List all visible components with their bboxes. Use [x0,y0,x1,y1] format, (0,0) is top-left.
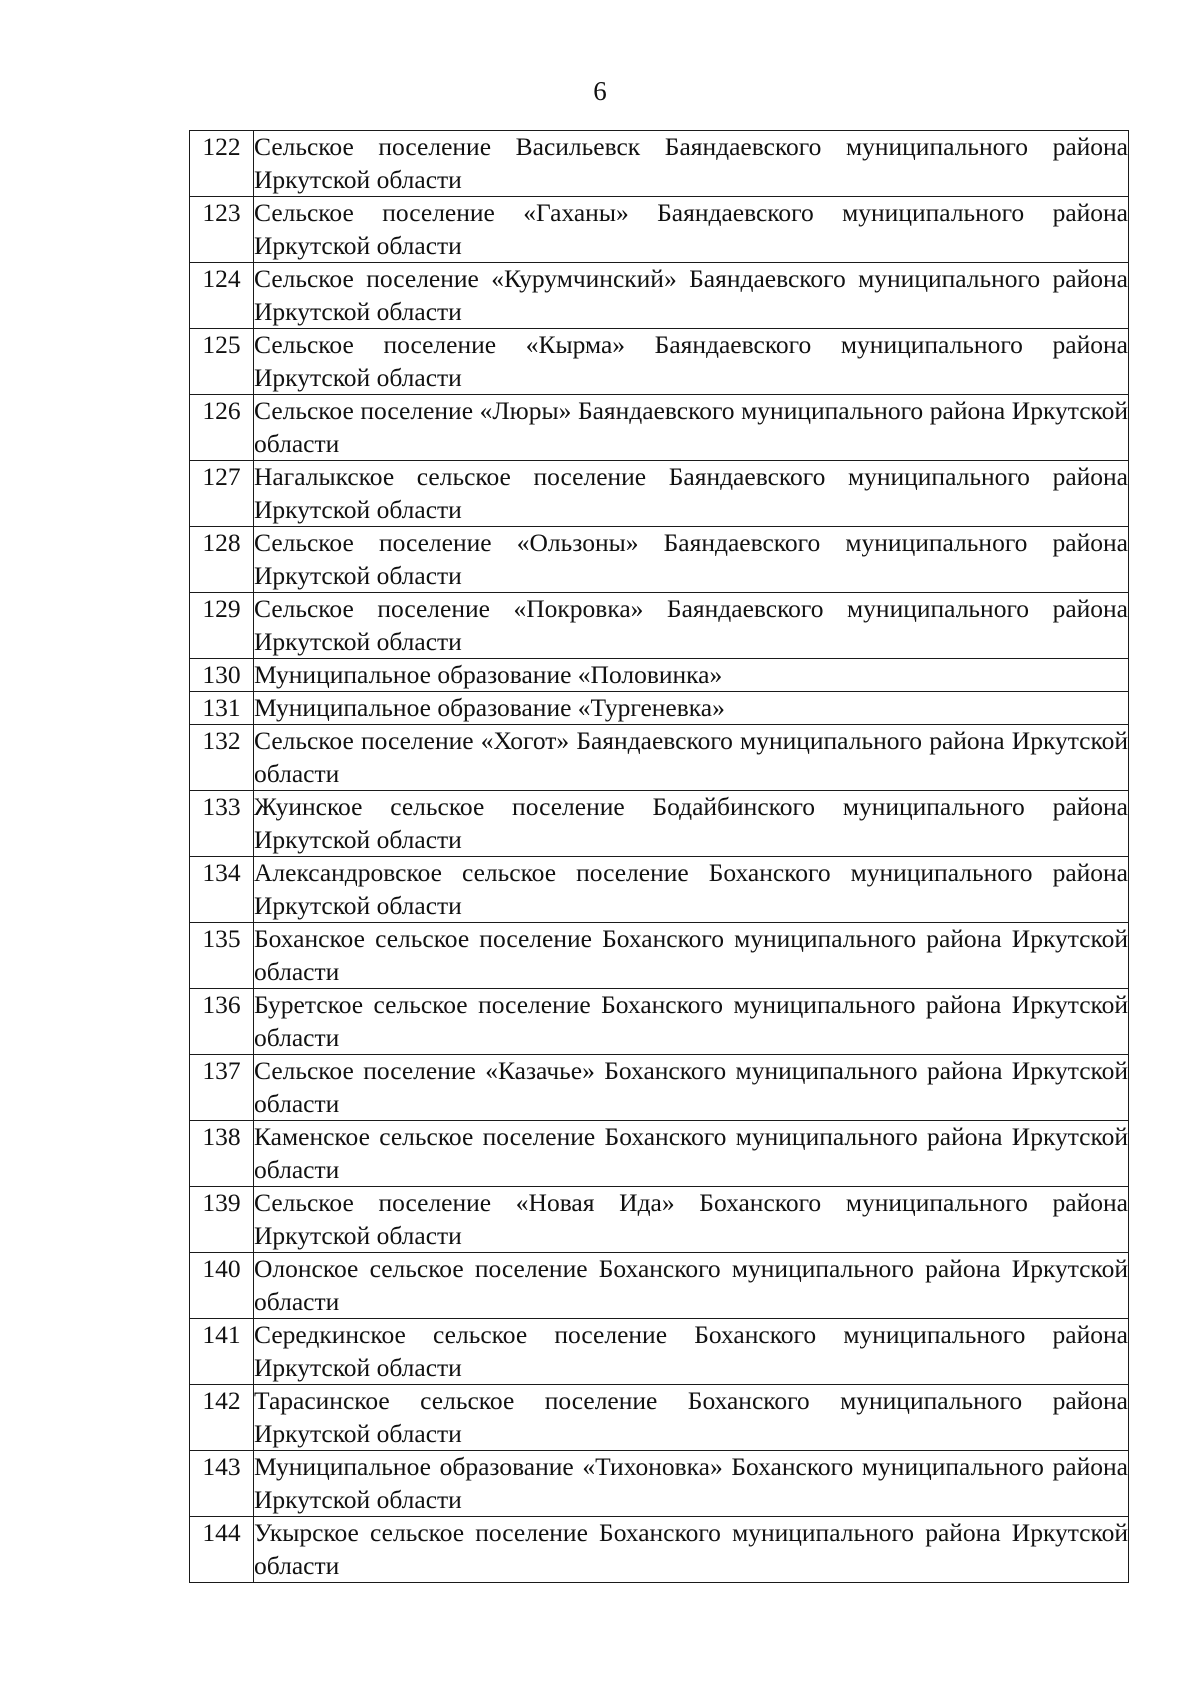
municipality-name: Нагалыкское сельское поселение Баяндаевского муниципального района Иркутской области [254,461,1129,527]
row-number: 129 [190,593,254,659]
table-row [190,593,1129,659]
table-row [190,1319,1129,1385]
table-row [190,527,1129,593]
row-number: 130 [190,659,254,692]
municipality-name: Олонское сельское поселение Боханского муниципального района Иркутской области [254,1253,1129,1319]
municipality-name: Сельское поселение «Казачье» Боханского муниципального района Иркутской области [254,1055,1129,1121]
table-row [190,1187,1129,1253]
municipality-name: Сельское поселение «Гаханы» Баяндаевского муниципального района Иркутской области [254,197,1129,263]
table-row [190,692,1129,725]
municipality-name: Сельское поселение «Покровка» Баяндаевского муниципального района Иркутской области [254,593,1129,659]
table-row [190,1517,1129,1583]
row-number: 137 [190,1055,254,1121]
table-row [190,857,1129,923]
table-row [190,1385,1129,1451]
table-row [190,1451,1129,1517]
municipality-name: Жуинское сельское поселение Бодайбинского муниципального района Иркутской области [254,791,1129,857]
municipality-name: Середкинское сельское поселение Боханского муниципального района Иркутской области [254,1319,1129,1385]
row-number: 134 [190,857,254,923]
table-row [190,197,1129,263]
row-number: 126 [190,395,254,461]
table-row [190,263,1129,329]
table-row [190,923,1129,989]
row-number: 135 [190,923,254,989]
municipality-name: Укырское сельское поселение Боханского муниципального района Иркутской области [254,1517,1129,1583]
row-number: 131 [190,692,254,725]
row-number: 125 [190,329,254,395]
row-number: 127 [190,461,254,527]
row-number: 132 [190,725,254,791]
table-row [190,989,1129,1055]
row-number: 144 [190,1517,254,1583]
municipality-name: Каменское сельское поселение Боханского муниципального района Иркутской области [254,1121,1129,1187]
row-number: 124 [190,263,254,329]
table-row [190,1253,1129,1319]
table-row [190,395,1129,461]
municipality-name: Буретское сельское поселение Боханского муниципального района Иркутской области [254,989,1129,1055]
municipality-name: Сельское поселение Васильевск Баяндаевского муниципального района Иркутской области [254,131,1129,197]
table-row [190,329,1129,395]
row-number: 128 [190,527,254,593]
row-number: 142 [190,1385,254,1451]
municipality-name: Муниципальное образование «Половинка» [254,659,1129,692]
row-number: 123 [190,197,254,263]
municipality-name: Муниципальное образование «Тургеневка» [254,692,1129,725]
row-number: 139 [190,1187,254,1253]
table-row [190,1055,1129,1121]
row-number: 122 [190,131,254,197]
row-number: 141 [190,1319,254,1385]
table-row [190,131,1129,197]
municipality-name: Сельское поселение «Новая Ида» Боханского муниципального района Иркутской области [254,1187,1129,1253]
row-number: 138 [190,1121,254,1187]
municipality-name: Тарасинское сельское поселение Боханского муниципального района Иркутской области [254,1385,1129,1451]
municipality-name: Муниципальное образование «Тихоновка» Боханского муниципального района Иркутской области [254,1451,1129,1517]
table-row [190,461,1129,527]
municipality-name: Сельское поселение «Курумчинский» Баяндаевского муниципального района Иркутской области [254,263,1129,329]
municipality-name: Сельское поселение «Хогот» Баяндаевского муниципального района Иркутской области [254,725,1129,791]
row-number: 143 [190,1451,254,1517]
table-row [190,659,1129,692]
municipality-name: Боханское сельское поселение Боханского муниципального района Иркутской области [254,923,1129,989]
municipality-name: Александровское сельское поселение Боханского муниципального района Иркутской области [254,857,1129,923]
row-number: 140 [190,1253,254,1319]
table-row [190,725,1129,791]
municipality-name: Сельское поселение «Ользоны» Баяндаевского муниципального района Иркутской области [254,527,1129,593]
row-number: 136 [190,989,254,1055]
table-row [190,1121,1129,1187]
table-row [190,791,1129,857]
municipality-name: Сельское поселение «Люры» Баяндаевского муниципального района Иркутской области [254,395,1129,461]
page-number: 6 [593,76,607,106]
row-number: 133 [190,791,254,857]
municipalities-table [189,130,1129,1583]
municipality-name: Сельское поселение «Кырма» Баяндаевского муниципального района Иркутской области [254,329,1129,395]
